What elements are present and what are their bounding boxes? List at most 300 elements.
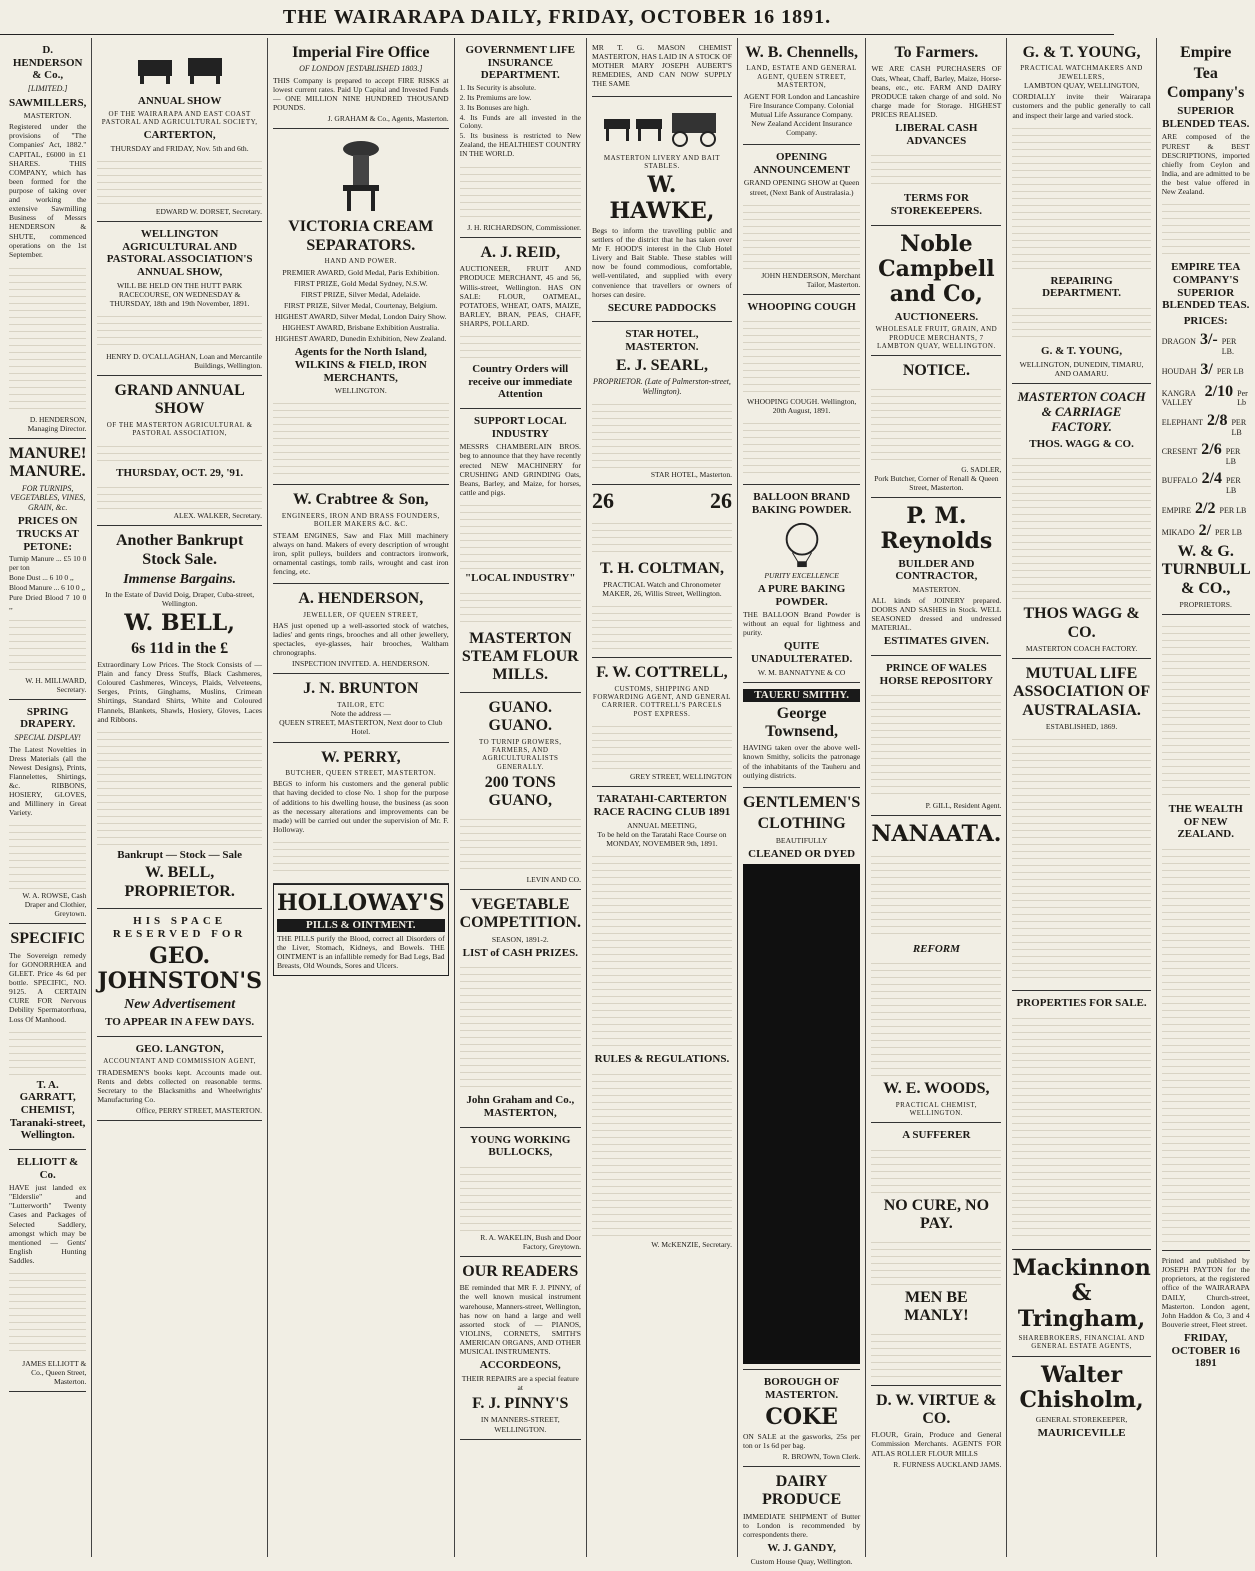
tea-name: MIKADO (1161, 527, 1195, 537)
prize-item: HIGHEST AWARD, Silver Medal, London Dairy Show. (275, 312, 447, 322)
bell-body: Extraordinary Low Prices. The Stock Consists of — Plain and fancy Dress Stuffs, Black Cashmeres, Coloured Cashmeres, Winceys, Plaids, Velveteens, Serges, Prints, Ginghams, Muslins, Crimean Shirtings, Standard Shirts, White and Coloured Flannels, Blankets, Shawls, Hosiery, Gloves, Laces and Ribbons. (97, 660, 262, 724)
manure-title: MANURE! MANURE. (9, 444, 87, 481)
searl-filler (592, 398, 732, 468)
tea-price-row (1162, 382, 1250, 408)
govt-item: 3. Its Bonuses are high. (459, 102, 529, 112)
manure-item: Bone Dust ... 6 10 0 ,, (9, 573, 74, 583)
perry-body: BEGS to inform his customers and the general public that having decided to close No. 1 shop for the purpose of additions to his dwelling house, the business (as soon as the necessary alterations and improvements can be made) will be carried out under the supervision of Mr. F. Holloway. (272, 779, 449, 834)
balloon-words: PURITY EXCELLENCE (764, 570, 839, 580)
hawke-body: Begs to inform the travelling public and settlers of the district that he has taken over Mr F. HOOD'S interest in the Club Hotel Livery and Bait Stable. These stables will now be found commodious, comfortable, well-ventilated, and supplied with every convenience that travellers or owners of horses can desire. (591, 225, 732, 299)
langton-title: GEO. LANGTON, (135, 1042, 224, 1055)
whooping-sub: WHOOPING COUGH. Wellington, 20th August, 1891. (746, 397, 857, 416)
opening-sub: GRAND OPENING SHOW at Queen street, (Next Bank of Australasia.) (743, 178, 860, 197)
tea-price-row (1162, 330, 1250, 356)
hawke-title: W. HAWKE, (609, 172, 715, 224)
wagg-filler (1012, 452, 1150, 602)
grand-sign: ALEX. WALKER, Secretary. (173, 511, 262, 521)
empire-sub: Tea Company's (1167, 65, 1245, 101)
imperial-title: Imperial Fire Office (292, 44, 430, 61)
ahenderson-body: HAS just opened up a well-assorted stock of watches, ladies' and gents rings, brooches and all other jewellery, spectacles, eye-glasses, hair brooches, Waltham chronographs. (272, 620, 449, 658)
vegetable-ad (460, 890, 581, 1128)
races-sub: ANNUAL MEETING, (627, 820, 697, 830)
cottrell-sign: GREY STREET, WELLINGTON (629, 772, 732, 782)
reid-filler (460, 330, 581, 360)
races-date: To be held on the Taratahi Race Course on MONDAY, NOVEMBER 9th, 1891. (597, 829, 727, 848)
grand-title: GRAND ANNUAL SHOW (114, 382, 245, 418)
estimates: ESTIMATES GIVEN. (883, 635, 989, 648)
menmanly-title: MEN BE MANLY! (904, 1288, 969, 1325)
crabtree-ad (273, 485, 449, 584)
crabtree-sub: ENGINEERS, IRON AND BRASS FOUNDERS, BOILER MAKERS &C. &C. (281, 511, 440, 529)
reform-title: REFORM (912, 942, 960, 955)
whooping-filler (743, 315, 860, 395)
tea-name: KANGRA VALLEY (1161, 388, 1196, 408)
govt-list (460, 84, 581, 159)
paddocks: SECURE PADDOCKS (607, 301, 717, 314)
readers-body: BE reminded that MR F. J. PINNY, of the well known musical instrument warehouse, Manners-street, Wellington, has now on hand a large and well assorted stock of — PIANOS, VIOLINS, CORNETS, SMITH'S AMERICAN ORGANS, AND OTHER MUSICAL INSTRUMENTS. (459, 1283, 581, 1357)
young-places: WELLINGTON, DUNEDIN, TIMARU, AND OAMARU. (1019, 359, 1144, 378)
dairy-body: IMMEDIATE SHIPMENT of Butter to London is recommended by correspondents there. (742, 1511, 861, 1540)
prince-ad (871, 656, 1001, 816)
searl-sign: STAR HOTEL, Masterton. (650, 470, 732, 480)
prize-item: FIRST PRIZE, Silver Medal, Courtenay, Belgium. (284, 300, 438, 310)
searl-sub: PROPRIETOR. (Late of Palmerston-street, Wellington). (592, 377, 731, 396)
veg-filler (460, 961, 581, 1091)
guano-filler (460, 813, 581, 873)
footer-date: FRIDAY, OCTOBER 16 1891 (1171, 1332, 1240, 1370)
readers-title: OUR READERS (462, 1262, 579, 1280)
hawke-ad (592, 97, 732, 323)
henderson-title: D. HENDERSON & Co., (12, 44, 83, 82)
guano-ad (460, 693, 581, 890)
gill-sign: P. GILL, Resident Agent. (925, 801, 1002, 811)
well-sign: HENRY D. O'CALLAGHAN, Loan and Mercantile Buildings, Wellington. (106, 352, 262, 371)
tea-price-row (1162, 411, 1250, 437)
elliott-filler (9, 1267, 86, 1357)
tea-name: DRAGON (1161, 337, 1196, 347)
tea-unit: Per Lb (1237, 388, 1248, 408)
mackinnon-title: Mackinnon & Tringham, (1012, 1255, 1151, 1332)
graham-sign: John Graham and Co., MASTERTON, (466, 1094, 575, 1120)
henderson-body: Registered under the provisions of "The Companies' Act, 1882." CAPITAL, £6000 in £1 SHARES. THIS COMPANY, which has been formed for the purpose of taking over and working the extensive Sawmilling Business of Messrs HENDERSON & SHUTE, commenced operations on the 1st September. (9, 122, 87, 259)
imperial-body: THIS Company is prepared to accept FIRE RISKS at lowest current rates. Paid Up Capital and Invested Funds — ONE MILLION NINE HUNDRED THOUSAND POUNDS. (272, 75, 449, 113)
perry-ad (273, 743, 449, 884)
coltman-ad (592, 485, 732, 658)
clothing: CLOTHING (757, 815, 846, 833)
clothing-ad (743, 788, 860, 1371)
prices-title: PRICES: (1183, 314, 1228, 327)
carterton-show-ad (97, 38, 262, 222)
henderson-trade: SAWMILLERS, (9, 96, 87, 109)
ahenderson-title: A. HENDERSON, (298, 590, 424, 608)
young-ad (1012, 38, 1150, 384)
townsend-ad (743, 683, 860, 788)
townsend-body: HAVING taken over the above well-known Smithy, solicits the patronage of the inhabitants of the Tauheru and outlying districts. (742, 743, 861, 780)
repairs: THEIR REPAIRS are a special feature at (461, 1373, 579, 1392)
noble-trade: WHOLESALE FRUIT, GRAIN, AND PRODUCE MERCHANTS, 7 LAMBTON QUAY, WELLINGTON. (875, 325, 998, 350)
henderson-body-filler (9, 262, 86, 412)
manure-list (9, 555, 86, 611)
manure-sub: FOR TURNIPS, VEGETABLES, VINES, GRAIN, &c. (10, 483, 86, 512)
column-7 (866, 38, 1007, 1557)
langton-sub: ACCOUNTANT AND COMMISSION AGENT, (103, 1057, 257, 1066)
balloon-ad (743, 485, 860, 682)
tea-unit: PER LB. (1221, 337, 1237, 357)
imperial-sign: J. GRAHAM & Co., Agents, Masterton. (327, 114, 449, 124)
grand-date: THURSDAY, OCT. 29, '91. (116, 466, 244, 479)
opening-filler (743, 199, 860, 269)
prince-title: PRINCE OF WALES HORSE REPOSITORY (879, 661, 994, 687)
races-filler (592, 850, 732, 1050)
guano-title: GUANO. GUANO. (488, 698, 553, 735)
holloway-body: THE PILLS purify the Blood, correct all Disorders of the Liver, Stomach, Kidneys, and Bowels. THE OINTMENT is an infallible remedy for Bad Legs, Bad Breasts, Old Wounds, Sores and Ulcers. (276, 933, 445, 971)
cottrell-title: F. W. COTTRELL, (596, 664, 728, 682)
mason-ad (592, 38, 732, 97)
pinny-ad (460, 1257, 581, 1440)
star-title: STAR HOTEL, MASTERTON. (625, 328, 699, 354)
number-left: 26 (591, 488, 614, 514)
chisholm-place: MAURICEVILLE (1037, 1427, 1126, 1440)
wagg-sign: THOS WAGG & CO. (1023, 605, 1140, 641)
garratt: T. A. GARRATT, CHEMIST, Taranaki-street, Wellington. (9, 1078, 86, 1142)
farmers-title: To Farmers. (894, 44, 979, 61)
cleaned: CLEANED OR DYED (748, 847, 856, 860)
column-4 (455, 38, 587, 1557)
bankrupt-sub: Immense Bargains. (123, 572, 237, 588)
sufferer-filler (871, 1144, 1001, 1194)
wealth-filler (1162, 620, 1250, 800)
balloon-title: BALLOON BRAND BAKING POWDER. (751, 491, 852, 517)
govt-item: 1. Its Security is absolute. (459, 82, 536, 92)
nocure-title: NO CURE, NO PAY. (883, 1197, 990, 1233)
support-filler (460, 499, 581, 569)
reid-ad (460, 238, 581, 409)
wealth-ad (1162, 615, 1250, 1251)
dairy-title: DAIRY PRODUCE (762, 1473, 842, 1509)
guano-tons: 200 TONS GUANO, (484, 774, 556, 810)
townsend-title: George Townsend, (765, 704, 839, 740)
wealth-title: THE WEALTH OF NEW ZEALAND. (1168, 803, 1243, 841)
virtue-ad (871, 1386, 1001, 1474)
chisholm-title: Walter Chisholm, (1019, 1361, 1144, 1413)
imprint (1162, 1251, 1250, 1377)
opening-ad (743, 145, 860, 295)
show-sub: OF THE WAIRARAPA AND EAST COAST PASTORAL AND AGRICULTURAL SOCIETY, (101, 109, 258, 127)
holloway-sub: PILLS & OINTMENT. (277, 919, 445, 932)
balloon-icon (762, 520, 842, 568)
tea-price: 2/ (1198, 521, 1212, 539)
young-sub: PRACTICAL WATCHMAKERS AND JEWELLERS, (1020, 64, 1143, 81)
bell-title: W. BELL, (124, 610, 235, 637)
gandy: W. J. GANDY, (767, 1542, 836, 1555)
prize-item: HIGHEST AWARD, Dunedin Exhibition, New Zealand. (275, 334, 447, 344)
virtue-sign: R. FURNESS AUCKLAND JAMS. (893, 1459, 1002, 1469)
nanaata-ad (871, 816, 1001, 1123)
bell-price: 6s 11d in the £ (131, 639, 229, 657)
mutual-sub: ESTABLISHED, 1869. (1045, 722, 1118, 732)
wagg-place: MASTERTON COACH FACTORY. (1025, 643, 1138, 653)
bullocks-filler (460, 1161, 581, 1231)
bannatyne: W. M. BANNATYNE & CO (757, 667, 846, 677)
holloway-title: HOLLOWAY'S (276, 889, 445, 916)
veg-title: VEGETABLE COMPETITION. (459, 895, 581, 932)
perry-sub: BUTCHER, QUEEN STREET, MASTERTON. (285, 768, 437, 777)
space-name: GEO. JOHNSTON'S (97, 942, 262, 994)
coltman-filler-2 (592, 600, 732, 650)
column-2 (92, 38, 268, 1557)
tea-body: ARE composed of the PUREST & BEST DESCRIPTIONS, imported chiefly from Ceylon and India, and are admitted to be the best value offered in New Zealand. (1161, 132, 1250, 197)
mill-title: MASTERTON STEAM FLOUR MILLS. (461, 629, 579, 684)
beautifully: BEAUTIFULLY (775, 835, 828, 845)
properties-filler (1012, 1012, 1150, 1242)
cottrell-sub: CUSTOMS, SHIPPING AND FORWARDING AGENT, AND GENERAL CARRIER. COTTRELL'S PARCELS POST EXPRESS. (592, 684, 731, 718)
ahenderson-ad (273, 584, 449, 674)
country-title: Country Orders will receive our immediate Attention (468, 363, 573, 401)
borough: BOROUGH OF MASTERTON. (763, 1376, 840, 1401)
manure-prices: PRICES ON TRUCKS AT PETONE: (16, 515, 79, 553)
tea-unit: PER LB (1225, 447, 1241, 466)
empire-tea-ad (1162, 38, 1250, 615)
chamberlain-ad (460, 409, 581, 693)
ahenderson-sign: INSPECTION INVITED. A. HENDERSON. (292, 659, 430, 669)
wagg-ad (1012, 384, 1150, 659)
bell-foot: Bankrupt — Stock — Sale (117, 848, 242, 861)
tea-price: 3/- (1199, 331, 1218, 349)
tea-unit: PER LB (1215, 527, 1242, 537)
coke-sign: R. BROWN, Town Clerk. (782, 1452, 861, 1462)
crabtree-title: W. Crabtree & Son, (293, 491, 429, 509)
crabtree-body: STEAM ENGINES, Saw and Flax Mill machinery always on hand. Makers of every description of wrought iron, split pulleys, builders and contractors ironwork, ornamental castings, tomb rails, wrought and cast iron fencing, etc. (272, 530, 449, 576)
manure-item: Turnip Manure ... £5 10 0 per ton (9, 554, 87, 573)
govt-sign: J. H. RICHARDSON, Commissioner. (467, 222, 581, 232)
stables-sub: MASTERTON LIVERY AND BAIT STABLES. (603, 153, 720, 170)
young-sign: G. & T. YOUNG, (1041, 344, 1123, 357)
govt-filler (460, 161, 581, 221)
specific-body: The Sovereign remedy for GONORRHŒA and GLEET. Price 4s 6d per bottle. SPECIFIC, NO. 9125. A CERTAIN CURE FOR Nervous Debility Spermatorrhœa, Loss Of Manhood. (9, 950, 87, 1024)
notice-title: NOTICE. (902, 362, 970, 380)
elliott-sign: JAMES ELLIOTT & Co., Queen Street, Masterton. (22, 1359, 87, 1387)
bell-sign: W. BELL, PROPRIETOR. (124, 864, 235, 900)
reynolds-title: P. M. Reynolds (880, 502, 993, 555)
tea-name: ELEPHANT (1161, 417, 1204, 427)
tauheru-title: TAUERU SMITHY. (743, 689, 860, 702)
grand-show-ad (97, 376, 262, 526)
bankrupt-title: Another Bankrupt Stock Sale. (115, 532, 244, 568)
sufferer-title: A SUFFERER (902, 1129, 971, 1142)
tea-price: 2/8 (1207, 411, 1228, 429)
coke-title: COKE (765, 1403, 838, 1430)
column-6 (738, 38, 866, 1566)
tea-price: 2/4 (1201, 470, 1223, 488)
guano-sub: TO TURNIP GROWERS, FARMERS, AND AGRICULTURALISTS GENERALLY. (478, 737, 562, 771)
reynolds-sub: BUILDER AND CONTRACTOR, (895, 557, 978, 583)
star-hotel-ad (592, 322, 732, 485)
mackinnon-sub: SHAREBROKERS, FINANCIAL AND GENERAL ESTATE AGENTS, (1018, 1333, 1145, 1351)
spring-sign: W. A. ROWSE, Cash Draper and Clothier, Greytown. (22, 891, 87, 919)
virtue-title: D. W. VIRTUE & CO. (876, 1391, 997, 1427)
balloon-foot: A PURE BAKING POWDER. (757, 582, 846, 608)
accordeons: ACCORDEONS, (479, 1359, 561, 1372)
repair-filler (1012, 302, 1150, 342)
govt-item: 5. Its business is restricted to New Zealand, the HEALTHIEST COUNTRY IN THE WORLD. (459, 131, 581, 159)
tea-price-row (1162, 440, 1250, 466)
virtue-sub: FLOUR, Grain, Produce and General Commission Merchants. AGENTS FOR ATLAS ROLLER FLOUR MILLS (871, 1430, 1002, 1458)
tea-unit: PER LB (1231, 417, 1247, 437)
wagg-title: MASTERTON COACH & CARRIAGE FACTORY. (1017, 388, 1146, 434)
elliott-body: HAVE just landed ex "Elderslie" and "Lutterworth" Twenty Cases and Packages of Selected Saddlery, amongst which may be mentioned — Gents' English Hunting Saddles. (9, 1183, 87, 1266)
whooping-filler-2 (743, 417, 860, 477)
dairy-ad (743, 1467, 860, 1571)
turnbull-sub: PROPRIETORS. (1179, 600, 1232, 610)
show-title: ANNUAL SHOW (137, 95, 222, 107)
tea-price-list (1162, 330, 1250, 540)
bell-filler (97, 726, 262, 846)
pinny-title: F. J. PINNY'S (472, 1395, 569, 1413)
agents-filler (273, 397, 449, 477)
noble-sub: AUCTIONEERS. (894, 310, 979, 323)
reid-body: AUCTIONEER, FRUIT AND PRODUCE MERCHANT, 45 and 56, Willis-street, Wellington. HAS ON SALE: FLOUR, OATMEAL, POTATOES, WHEAT, OATS, MAIZE, BARLEY, BRAN, PEAS, CHAFF, SHARPS, POLLARD. (459, 264, 581, 328)
cattle-engraving-icon (130, 44, 230, 92)
perry-title: W. PERRY, (320, 748, 401, 766)
prize-item: HIGHEST AWARD, Brisbane Exhibition Australia. (282, 323, 440, 333)
coach-horses-engraving-icon (592, 103, 732, 151)
farmers-body: WE ARE CASH PURCHASERS OF Oats, Wheat, Chaff, Barley, Maize, Horse-beans, etc., etc. FARM AND DAIRY PRODUCE taken charge of and sold. No charge made for Storage. HIGHEST PRICES REALISED. (871, 64, 1002, 119)
tea-price-row (1162, 521, 1250, 540)
noble-campbell-ad (871, 226, 1001, 357)
tea-price: 2/2 (1195, 499, 1216, 517)
brunton-ad (273, 674, 449, 742)
prize-item: FIRST PRIZE, Silver Medal, Adelaide. (301, 289, 421, 299)
opening-sign: JOHN HENDERSON, Merchant Tailor, Masterton. (761, 270, 861, 289)
tea-name: HOUDAH (1161, 366, 1197, 376)
tea-name: EMPIRE (1161, 505, 1192, 515)
well-title: WELLINGTON AGRICULTURAL AND PASTORAL ASSOCIATION'S ANNUAL SHOW, (106, 228, 253, 279)
spring-body: The Latest Novelties in Dress Materials (all the Newest Designs), Prints, Flannelettes, Shirtings, &c. RIBBONS, HOSIERY, GLOVES, and Millinery in Great Variety. (9, 744, 87, 818)
brunton-sub: TAILOR, ETC (337, 700, 385, 709)
liberal: LIBERAL CASH ADVANCES (895, 122, 978, 147)
govt-item: 4. Its Funds are all invested in the Colony. (459, 112, 581, 131)
wellington-show-ad (97, 222, 262, 376)
tea-unit: PER LB (1219, 505, 1247, 515)
menmanly-filler (871, 1328, 1001, 1378)
wealth-filler-2 (1162, 843, 1250, 1243)
races-title: TARATAHI-CARTERTON RACE RACING CLUB 1891 (593, 793, 731, 818)
nanaata-filler (871, 850, 1001, 940)
grand-filler-2 (97, 481, 262, 509)
coltman-title: T. H. COLTMAN, (599, 559, 724, 577)
prize-item: FIRST PRIZE, Gold Medal Sydney, N.S.W. (293, 278, 428, 288)
empire-title: Empire (1180, 44, 1232, 61)
tea-name: BUFFALO (1161, 476, 1198, 486)
young-filler (1012, 122, 1150, 272)
whooping-title: WHOOPING COUGH (747, 300, 856, 313)
notice-filler (871, 383, 1001, 463)
bullocks-title: YOUNG WORKING BULLOCKS, (470, 1133, 571, 1159)
prize-item: PREMIER AWARD, Gold Medal, Paris Exhibition. (282, 267, 440, 277)
govt-insurance-ad (460, 38, 581, 238)
superior-title: SUPERIOR BLENDED TEAS. (1162, 105, 1250, 130)
coltman-numbers (592, 488, 732, 514)
masthead: THE WAIRARAPA DAILY, FRIDAY, OCTOBER 16 1891. (0, 0, 1114, 35)
langton-body: TRADESMEN'S books kept. Accounts made out. Rents and debts collected on reasonable terms. Secretary to the Blacksmiths and Wheelwrights' Manufacturing Co. (97, 1067, 262, 1105)
bullocks-ad (460, 1128, 581, 1257)
local-title: "LOCAL INDUSTRY" (465, 571, 576, 584)
column-8 (1007, 38, 1156, 1557)
cottrell-ad (592, 658, 732, 787)
unadulterated: QUITE UNADULTERATED. (751, 640, 853, 666)
nocure-filler (871, 1236, 1001, 1286)
reform-filler (871, 957, 1001, 1077)
coke-ad (743, 1370, 860, 1467)
column-1 (4, 38, 92, 1557)
govt-title: GOVERNMENT LIFE INSURANCE DEPARTMENT. (465, 44, 576, 82)
farmers-ad (871, 38, 1001, 226)
repair-title: REPAIRING DEPARTMENT. (1042, 274, 1122, 300)
reynolds-ad (871, 498, 1001, 656)
victoria-ad (273, 129, 449, 485)
govt-item: 2. Its Premiums are low. (459, 92, 532, 102)
gentlemens: GENTLEMEN'S (742, 793, 861, 811)
pinny-addr: IN MANNERS-STREET, WELLINGTON. (480, 1415, 560, 1434)
manure-item: Pure Dried Blood 7 10 0 ,, (9, 592, 87, 611)
tea-price-row (1162, 469, 1250, 495)
turnbull-title: W. & G. TURNBULL & CO., (1161, 542, 1251, 597)
reynolds-place: MASTERTON. (912, 584, 961, 594)
sadler-sub: Pork Butcher, Corner of Renall & Queen Street, Masterton. (874, 473, 999, 492)
young-body: CORDIALLY invite their Wairarapa customers and the public generally to call and inspect their large and varied stock. (1012, 92, 1151, 120)
grand-filler (97, 440, 262, 464)
races-sign: W. McKENZIE, Secretary. (651, 1239, 732, 1249)
manure-item: Blood Manure ... 6 10 0 ,, (9, 583, 86, 593)
tea-brand: EMPIRE TEA COMPANY'S SUPERIOR BLENDED TEAS. (1162, 261, 1250, 312)
henderson-sign: D. HENDERSON, Managing Director. (27, 414, 87, 433)
chennells-title: W. B. Chennells, (745, 44, 859, 61)
prize-list (273, 268, 449, 344)
tea-price: 3/ (1200, 360, 1213, 378)
tea-unit: PER LB (1216, 366, 1244, 376)
show-filler (97, 155, 262, 205)
spring-ad (9, 700, 86, 925)
coltman-filler (592, 517, 732, 557)
searl-title: E. J. SEARL, (615, 356, 708, 374)
tea-price-row (1162, 499, 1250, 518)
prince-filler (871, 689, 1001, 799)
whooping-ad (743, 295, 860, 486)
tea-filler (1162, 198, 1250, 258)
chisholm-ad (1012, 1357, 1150, 1447)
support-body: MESSRS CHAMBERLAIN BROS. beg to announce that they have recently erected NEW MACHINERY for CRUSHING AND GRINDING Oats, Beans, Barley, and Maize, for horses, cattle and pigs. (459, 442, 581, 497)
mackinnon-ad (1012, 1250, 1150, 1357)
properties-title: PROPERTIES FOR SALE. (1016, 997, 1147, 1010)
young-addr: LAMBTON QUAY, WELLINGTON, (1023, 81, 1140, 91)
column-3 (268, 38, 455, 1557)
local-filler (460, 587, 581, 627)
spring-sub: SPECIAL DISPLAY! (14, 732, 81, 742)
columns (4, 38, 1251, 1566)
manure-ad (9, 439, 86, 700)
holloway-ad (273, 884, 449, 976)
terms: TERMS FOR STOREKEEPERS. (890, 192, 982, 217)
imperial-sub: OF LONDON [ESTABLISHED 1803.] (299, 64, 423, 74)
nanaata-title: NANAATA. (871, 821, 1002, 848)
mutual-title: MUTUAL LIFE ASSOCIATION OF AUSTRALASIA. (1013, 665, 1151, 719)
brunton-note: Note the address — (330, 709, 391, 719)
specific-title: SPECIFIC (10, 930, 85, 948)
johnston-space-ad (97, 909, 262, 1037)
coke-body: ON SALE at the gasworks, 25s per ton or 1s 6d per bag. (742, 1431, 861, 1450)
brunton-addr: QUEEN STREET, MASTERTON, Next door to Club Hotel. (279, 718, 443, 737)
sadler-sign: G. SADLER, (961, 464, 1002, 474)
